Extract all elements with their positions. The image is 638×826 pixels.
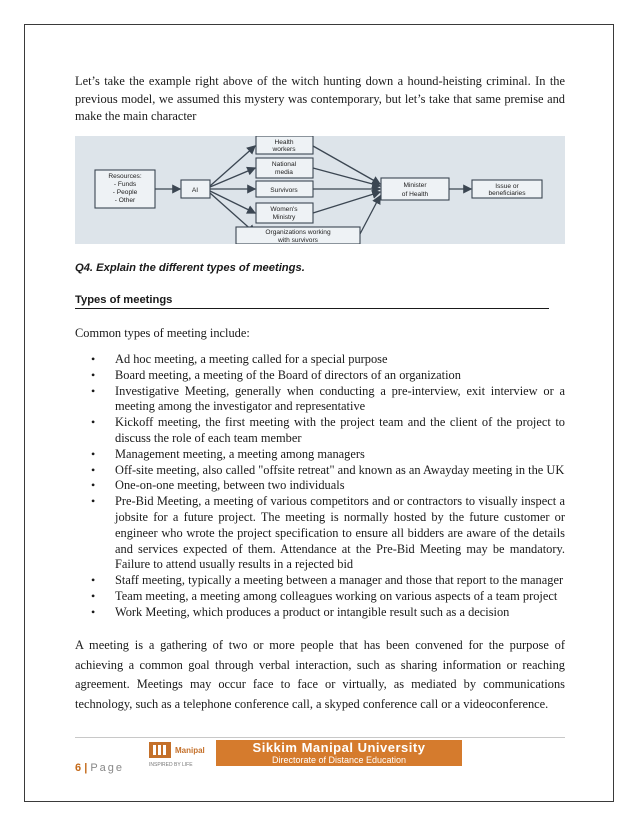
list-item: • Kickoff meeting, the first meeting with the project team and the client of the project to discuss the role of each team member bbox=[75, 415, 565, 447]
svg-text:Manipal: Manipal bbox=[175, 746, 205, 755]
list-item: • Pre-Bid Meeting, a meeting of various competitors and or contractors to visually inspect a jobsite for a future project. The meeting is normally hosted by the future customer or engineer who wrote the project specification to ensure all bidders are aware of the details and services expected of them. Attendance at the Pre-Bid Meeting may be mandatory. Failure to attend usually results in a rejected bid bbox=[75, 494, 565, 573]
page-number bbox=[75, 762, 124, 774]
question-heading: Q4. Explain the different types of meetings. bbox=[75, 262, 305, 274]
resources-line-1: Resources: bbox=[108, 173, 142, 180]
svg-text:with survivors bbox=[277, 237, 319, 244]
list-item: • Board meeting, a meeting of the Board of directors of an organization bbox=[75, 368, 565, 384]
svg-text:National bbox=[272, 161, 297, 168]
svg-text:beneficiaries bbox=[488, 190, 526, 197]
svg-text:Issue or bbox=[495, 183, 519, 190]
svg-text:- Funds bbox=[114, 181, 137, 188]
common-types-intro: Common types of meeting include: bbox=[75, 326, 250, 340]
womens-ministry-line-1: Women's bbox=[270, 206, 298, 213]
intro-paragraph: Let’s take the example right above of the witch hunting down a hound-heisting criminal. In the previous model, we assumed this mystery was contemporary, but let’s take that same premise and make the main character bbox=[75, 74, 565, 123]
svg-text:of Health bbox=[402, 191, 429, 198]
page-number-value: 6 bbox=[75, 762, 82, 774]
list-item: • Work Meeting, which produces a product or intangible result such as a decision bbox=[75, 605, 565, 621]
svg-text:workers bbox=[271, 146, 296, 153]
svg-text:media bbox=[275, 169, 293, 176]
diagram-svg bbox=[75, 136, 565, 244]
svg-text:Organizations working bbox=[265, 229, 331, 236]
list-item: • Team meeting, a meeting among colleagues working on various aspects of a team project bbox=[75, 589, 565, 605]
survivors-label: Survivors bbox=[270, 187, 298, 194]
list-item: • Staff meeting, typically a meeting between a manager and those that report to the manager bbox=[75, 573, 565, 589]
svg-text:INSPIRED BY LIFE: INSPIRED BY LIFE bbox=[149, 762, 193, 768]
closing-paragraph: A meeting is a gathering of two or more people that has been convened for the purpose of achieving a common goal through verbal interaction, such as sharing information or reaching agreement. Meetings may occur face to face or virtually, as mediated by communications technology, such as a telephone conference call, a skyped conference call or a videoconference. bbox=[75, 638, 565, 711]
svg-text:- People bbox=[113, 189, 138, 196]
list-item: • Ad hoc meeting, a meeting called for a special purpose bbox=[75, 352, 565, 368]
svg-text:AI bbox=[192, 187, 198, 194]
organizations-line-2: with survivors bbox=[278, 237, 318, 244]
svg-text:- Other bbox=[115, 197, 136, 204]
minister-line-2: of Health bbox=[401, 191, 429, 198]
list-item: • Off-site meeting, also called "offsite retreat" and known as an Awayday meeting in the UK bbox=[75, 463, 565, 479]
resources-line-3: - People bbox=[112, 189, 138, 196]
directorate-name: Directorate of Distance Education bbox=[271, 755, 407, 765]
list-item: • One-on-one meeting, between two individuals bbox=[75, 478, 565, 494]
svg-text:Minister bbox=[403, 182, 427, 189]
list-item: • Management meeting, a meeting among managers bbox=[75, 447, 565, 463]
national-media-line-2: media bbox=[275, 169, 293, 176]
svg-text:Women's bbox=[270, 206, 298, 213]
manipal-logo bbox=[145, 740, 213, 770]
list-item: • Investigative Meeting, generally when conducting a pre-interview, exit interview or a meeting among the investigator and representative bbox=[75, 384, 565, 416]
organizations-line-1: Organizations working bbox=[265, 229, 331, 236]
womens-ministry-line-2: Ministry bbox=[272, 214, 296, 221]
types-heading: Types of meetings bbox=[75, 294, 549, 309]
university-name: Sikkim Manipal University bbox=[252, 740, 426, 755]
svg-text:Survivors bbox=[270, 187, 298, 194]
university-banner bbox=[216, 740, 462, 766]
manipal-logo-icon bbox=[145, 740, 213, 770]
national-media-line-1: National bbox=[271, 161, 297, 168]
footer-divider bbox=[75, 737, 565, 738]
page-separator: | bbox=[84, 762, 88, 774]
page-label: Page bbox=[90, 762, 125, 774]
meeting-types-list bbox=[75, 352, 565, 621]
svg-text:Health bbox=[274, 139, 293, 146]
issue-line-2: beneficiaries bbox=[488, 190, 526, 197]
svg-text:Ministry bbox=[273, 214, 296, 221]
health-workers-line-2: workers bbox=[272, 146, 296, 153]
issue-line-1: Issue or bbox=[495, 183, 519, 190]
svg-text:Resources: bbox=[108, 173, 142, 180]
resources-line-4: - Other bbox=[114, 197, 136, 204]
stakeholder-diagram bbox=[75, 136, 565, 244]
minister-line-1: Minister bbox=[403, 182, 427, 189]
ai-label: AI bbox=[191, 187, 199, 194]
resources-line-2: - Funds bbox=[113, 181, 137, 188]
health-workers-line-1: Health bbox=[274, 139, 294, 146]
